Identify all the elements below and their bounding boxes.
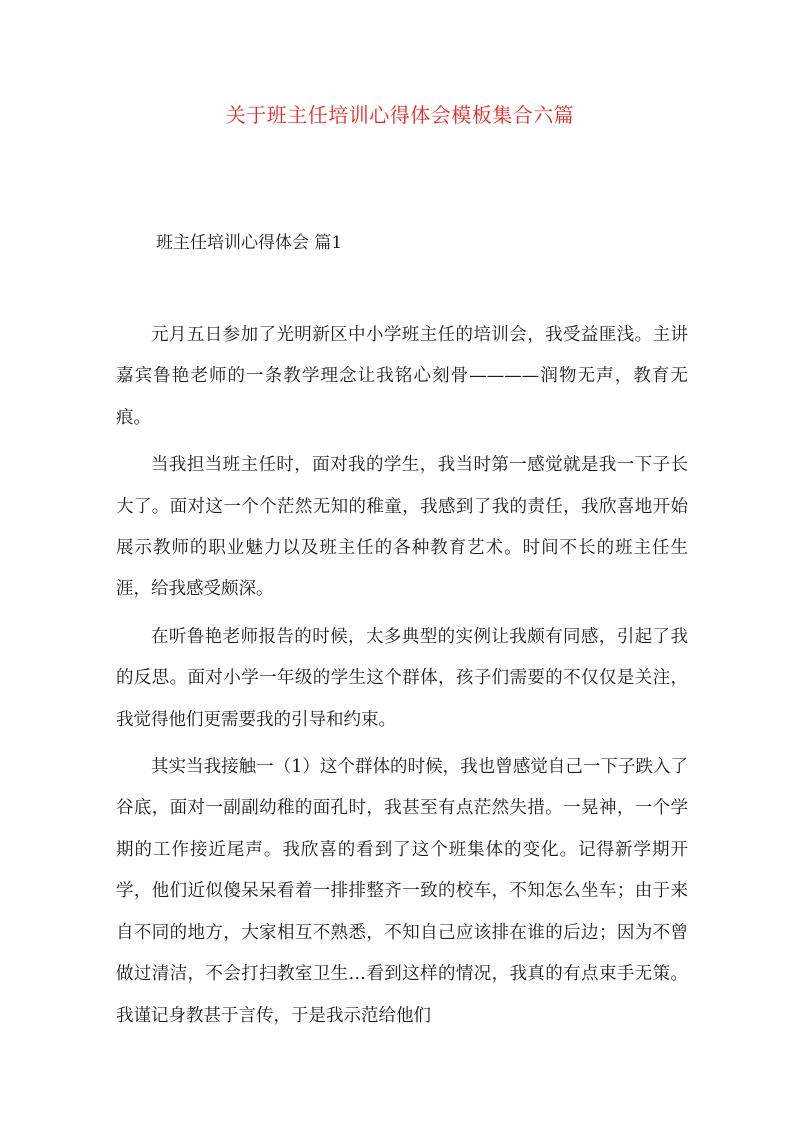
section-heading: 班主任培训心得体会 篇1 — [156, 233, 343, 253]
paragraph-4: 其实当我接触一（1）这个群体的时候，我也曾感觉自己一下子跌入了谷底，面对一副副幼稚的面孔时，我甚至有点茫然失措。一晃神，一个学期的工作接近尾声。我欣喜的看到了这个班集体的变化。记得新学期开学，他们近似傻呆呆看着一排排整齐一致的校车，不知怎么坐车；由于来自不同的地方，大家相互不熟悉，不知自己应该排在谁的后边；因为不曾做过清洁，不会打扫教室卫生…看到这样的情况，我真的有点束手无策。我谨记身教甚于言传，于是我示范给他们 — [116, 757, 688, 1026]
document-title: 关于班主任培训心得体会模板集合六篇 — [225, 103, 575, 127]
paragraph-3: 在听鲁艳老师报告的时候，太多典型的实例让我颇有同感，引起了我的反思。面对小学一年级的学生这个群体，孩子们需要的不仅仅是关注，我觉得他们更需要我的引导和约束。 — [116, 626, 688, 730]
document-body — [116, 315, 688, 1043]
paragraph-1: 元月五日参加了光明新区中小学班主任的培训会，我受益匪浅。主讲嘉宾鲁艳老师的一条教学理念让我铭心刻骨————润物无声，教育无痕。 — [116, 325, 688, 428]
paragraph-2: 当我担当班主任时，面对我的学生，我当时第一感觉就是我一下子长大了。面对这一个个茫然无知的稚童，我感到了我的责任，我欣喜地开始展示教师的职业魅力以及班主任的各种教育艺术。时间不长的班主任生涯，给我感受颇深。 — [116, 455, 688, 600]
